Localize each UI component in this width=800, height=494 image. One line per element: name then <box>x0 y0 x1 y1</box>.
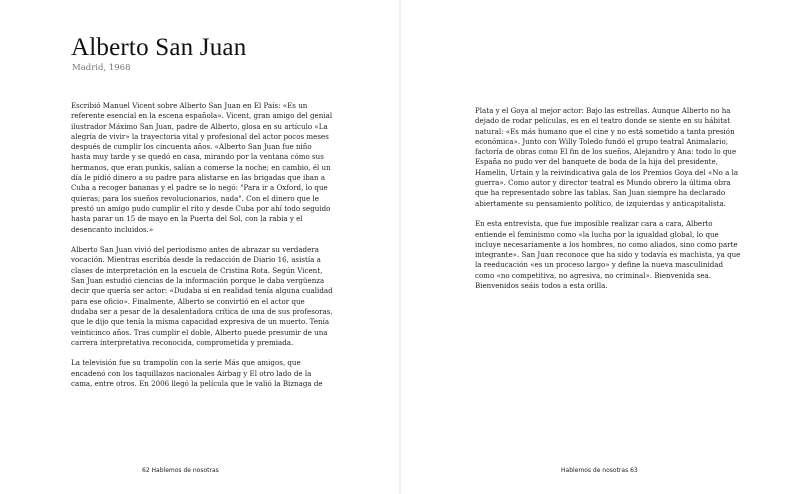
right-page <box>400 0 800 494</box>
page-title: Alberto San Juan <box>71 34 247 61</box>
right-paragraph-1: Plata y el Goya al mejor actor: Bajo las estrellas. Aunque Alberto no ha dejado de rodar películas, es en el teatro donde se siente en su hábitat natural: «Es más humano que el cine y no está sometido a tanta presión económica». Junto con Willy Toledo fundó el grupo teatral Animalario, factoría de obras como El fin de los sueños, Alejandro y Ana: todo lo que España no pudo ver del banquete de boda de la hija del presidente, Hamelin, Urtain y la reivindicativa gala de los Premios Goya del «No a la guerra». Como autor y director teatral es Mundo obrero la última obra que ha representado sobre las tablas. San Juan siempre ha declarado abiertamente su pensamiento político, de izquierdas y anticapitalista. <box>475 106 739 208</box>
folio-left: 62 Hablemos de nosotras <box>142 467 219 474</box>
left-paragraph-3: La televisión fue su trampolín con la serie Más que amigos, que encadenó con los taquillazos nacionales Airbag y El otro lado de la cama, entre otros. En 2006 llegó la película que le valió la Biznaga de <box>71 358 323 389</box>
left-paragraph-1: Escribió Manuel Vicent sobre Alberto San Juan en El País: «Es un referente esencial en la escena española». Vicent, gran amigo del genial ilustrador Máximo San Juan, padre de Alberto, glosa en su artículo «La alegría de vivir» la trayectoria vital y profesional del actor pocos meses después de cumplir los cincuenta años. «Alberto San Juan fue niño hasta muy tarde y se quedó en casa, mirando por la ventana cómo sus hermanos, que eran punkis, salían a comerse la noche; en cambio, él un día le pidió dinero a su padre para alistarse en las brigadas que iban a Cuba a recoger bananas y el padre se lo negó: "Para ir a Oxford, lo que quieras; para los sueños revolucionarios, nada". Con el dinero que le prestó un amigo pudo cumplir el rito y desde Cuba por ahí todo seguido hasta parar un 15 de mayo en la Puerta del Sol, con la rabia y el desencanto incluidos.» <box>71 101 333 234</box>
folio-right: Hablemos de nosotras 63 <box>561 467 638 474</box>
right-paragraph-2: En esta entrevista, que fue imposible realizar cara a cara, Alberto entiende el feminismo como «la lucha por la igualdad global, lo que incluye necesariamente a los hombres, no como aliados, sino como parte integrante». San Juan reconoce que ha sido y todavía es machista, ya que la reeducación «es un proceso largo» y define la nueva masculinidad como «no competitiva, no agresiva, no criminal». Bienvenida sea. Bienvenidos seáis todos a esta orilla. <box>475 219 741 291</box>
left-body-text <box>71 101 333 400</box>
page-subtitle: Madrid, 1968 <box>72 63 131 73</box>
right-body-text <box>475 106 741 302</box>
left-paragraph-2: Alberto San Juan vivió del periodismo antes de abrazar su verdadera vocación. Mientras escribía desde la redacción de Diario 16, asistía a clases de interpretación en la escuela de Cristina Rota. Según Vicent, San Juan estudió ciencias de la información porque le daba vergüenza decir que quería ser actor: «Dudaba si en realidad tenía alguna cualidad para ese oficio». Finalmente, Alberto se convirtió en el actor que dudaba ser a pesar de la desalentadora crítica de una de sus profesoras, que le dijo que tenía la misma capacidad expresiva de un muerto. Tenía veinticinco años. Tras cumplir el doble, Alberto puede presumir de una carrera interpretativa reconocida, comprometida y premiada. <box>71 245 333 347</box>
